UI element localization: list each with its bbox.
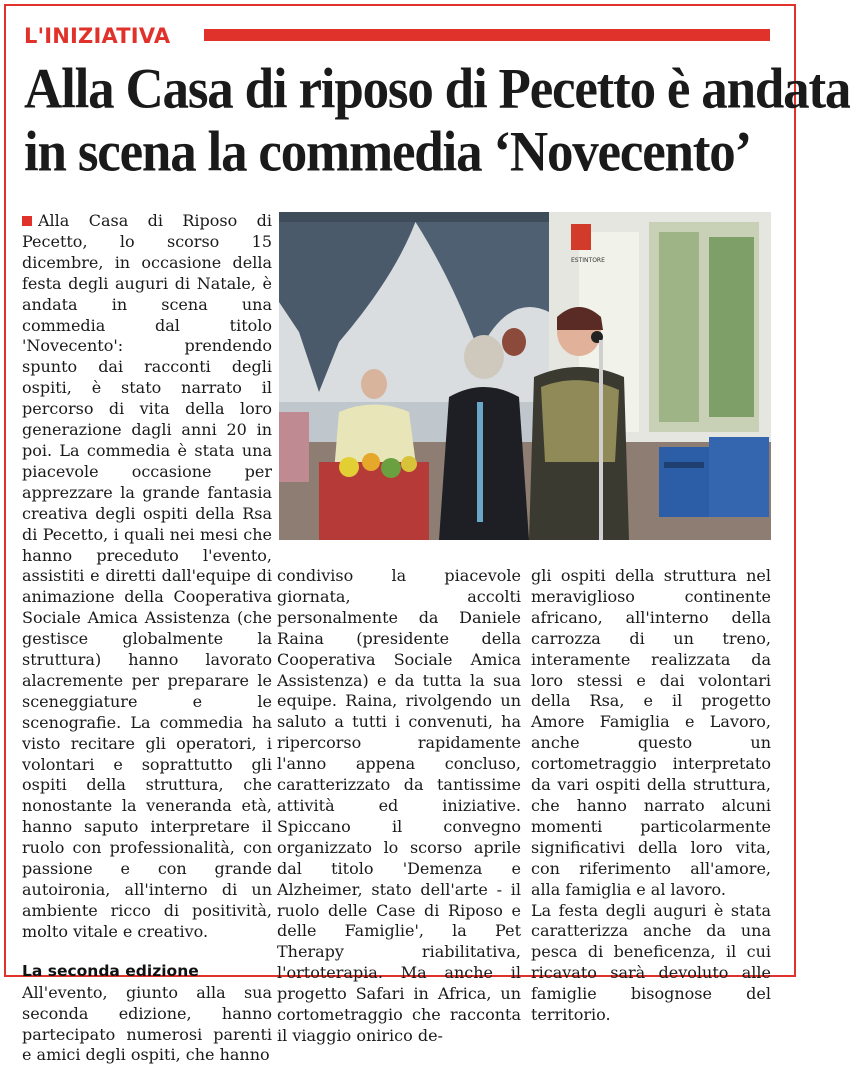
event-photo: [279, 212, 771, 540]
article-paragraph: All'evento, giunto alla sua seconda edizione, hanno partecipato numerosi parenti e amici degli ospiti, che hanno: [22, 982, 272, 1065]
article-paragraph: condiviso la piacevole giornata, accolti personalmente da Daniele Raina (presidente della Cooperativa Sociale Amica Assistenza) e da tutta la sua equipe. Raina, rivolgendo un saluto a tutti i convenuti, ha ripercorso rapidamente l'anno appena concluso, caratterizzato da tantissime attività ed iniziative. Spiccano il convegno organizzato lo scorso aprile dal titolo 'Demenza e Alzheimer, stato dell'arte - il ruolo delle Case di Riposo e delle Famiglie', la Pet Therapy riabilitativa, l'ortoterapia. Ma anche il progetto Safari in Africa, un cortometraggio che racconta il viaggio onirico de-: [277, 566, 521, 1045]
headline-line-1: Alla Casa di riposo di Pecetto è andata: [24, 58, 850, 121]
article-paragraph: La festa degli auguri è stata caratterizza anche da una pesca di beneficenza, il cui ricavato sarà devoluto alle famiglie bisognose del territorio.: [531, 900, 771, 1025]
kicker-rule: [204, 29, 770, 41]
photo-sign-text: ESTINTORE: [571, 257, 605, 264]
headline: [24, 58, 850, 184]
article-intro-text: Alla Casa di Riposo di Pecetto, lo scorso 15 dicembre, in occasione della festa degli auguri di Natale, è andata in scena una commedia dal titolo 'Novecento': prendendo spunto dai racconti degli ospiti, è stato narrato il percorso di vita della loro generazione dagli anni 20 in poi. La commedia è stata una piacevole occasione per apprezzare la grande fantasia creativa degli ospiti della Rsa di Pecetto, i quali nei mesi che hanno preceduto l'evento, assistiti e diretti dall'equipe di animazione della Cooperativa Sociale Amica Assistenza (che gestisce globalmente la struttura) hanno lavorato alacremente per preparare le sceneggiature e le scenografie. La commedia ha visto recitare gli operatori, i volontari e soprattutto gli ospiti della struttura, che nonostante la veneranda età, hanno saputo interpretare il ruolo con professionalità, con passione e con grande autoironia, all'interno di un ambiente ricco di positività, molto vitale e creativo.: [22, 211, 272, 941]
article-paragraph: gli ospiti della struttura nel meraviglioso continente africano, all'interno della carrozza di un treno, interamente realizzata da loro stessi e dai volontari della Rsa, e il progetto Amore Famiglia e Lavoro, anche questo un cortometraggio interpretato da vari ospiti della struttura, che hanno narrato alcuni momenti particolarmente significativi della loro vita, con riferimento all'amore, alla famiglia e al lavoro.: [531, 566, 771, 899]
article-column-2: [277, 566, 521, 1047]
article-intro: [22, 211, 272, 943]
article-column-1: [22, 211, 272, 1066]
section-kicker: L'INIZIATIVA: [24, 24, 171, 48]
photo-illustration: [279, 212, 771, 540]
article-column-3: [531, 566, 771, 1026]
headline-line-2: in scena la commedia ‘Novecento’: [24, 120, 751, 184]
bullet-square-icon: [22, 216, 32, 226]
subheading: La seconda edizione: [22, 961, 199, 980]
